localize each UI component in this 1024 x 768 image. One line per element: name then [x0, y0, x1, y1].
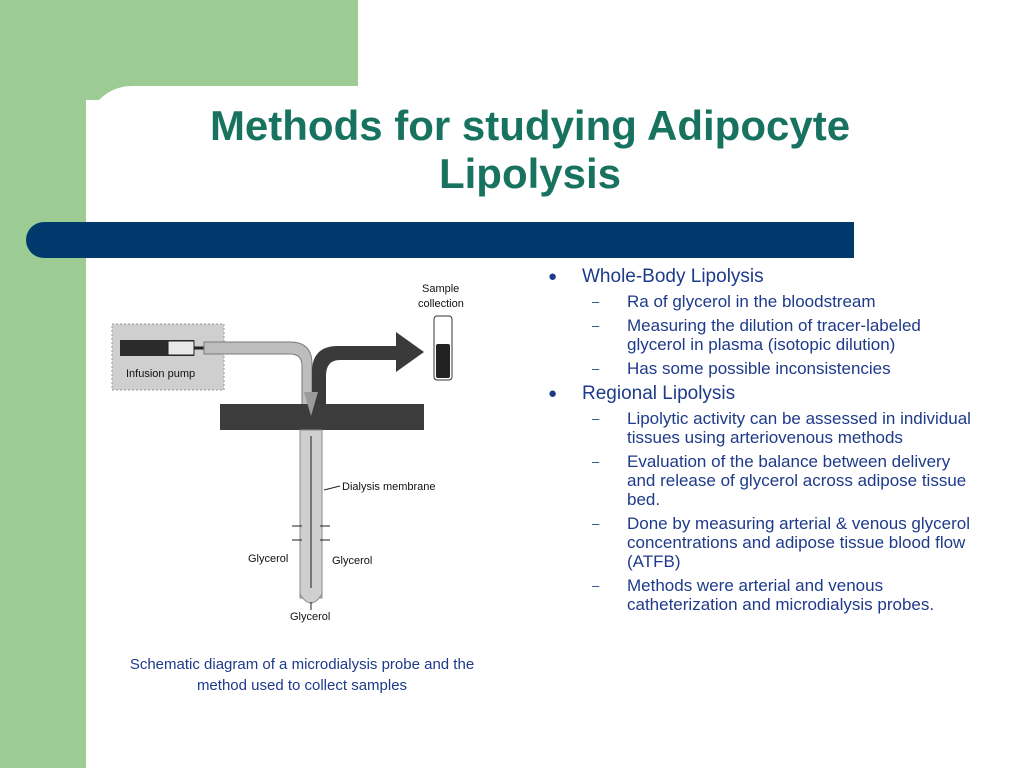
label-glycerol-right: Glycerol: [332, 555, 373, 567]
bullet-whole-body: [542, 266, 972, 288]
sub-bullet: [542, 576, 972, 614]
outflow-arrow: [312, 332, 424, 408]
dash-marker: –: [592, 361, 600, 376]
label-collection: collection: [418, 298, 464, 310]
accent-bar: [26, 222, 854, 258]
bullet-regional: [542, 383, 972, 405]
dash-marker: –: [592, 454, 600, 469]
dash-marker: –: [592, 318, 600, 333]
bullet-dot: ●: [548, 385, 558, 402]
dash-marker: –: [592, 578, 600, 593]
sub-bullet-text: Lipolytic activity can be assessed in individual tissues using arteriovenous methods: [627, 409, 971, 447]
bullet-dot: ●: [548, 268, 558, 285]
bullet-text: Regional Lipolysis: [582, 383, 736, 404]
sub-bullet-text: Measuring the dilution of tracer-labeled glycerol in plasma (isotopic dilution): [627, 316, 921, 354]
diagram-caption: Schematic diagram of a microdialysis probe and the method used to collect samples: [129, 656, 475, 694]
dash-marker: –: [592, 294, 600, 309]
sub-bullet: [542, 409, 972, 447]
microdialysis-diagram: [106, 276, 486, 636]
label-dialysis-membrane: Dialysis membrane: [342, 481, 436, 493]
label-glycerol-bottom: Glycerol: [290, 611, 331, 623]
sub-bullet-text: Methods were arterial and venous catheterization and microdialysis probes.: [627, 576, 935, 614]
sub-bullet-text: Done by measuring arterial & venous glycerol concentrations and adipose tissue blood flow (ATFB): [627, 514, 971, 571]
tissue-bar: [220, 404, 424, 430]
syringe-barrel: [168, 341, 194, 355]
bullet-text: Whole-Body Lipolysis: [582, 266, 764, 287]
sub-bullet: [542, 316, 972, 354]
sub-bullet: [542, 514, 972, 571]
slide-title: Methods for studying Adipocyte Lipolysis: [209, 102, 851, 197]
sub-bullet: [542, 452, 972, 509]
bullet-list: [542, 266, 972, 614]
infusion-pump-box: [112, 324, 224, 390]
decor-green-left: [0, 0, 86, 768]
label-glycerol-left: Glycerol: [248, 553, 289, 565]
label-infusion-pump: Infusion pump: [126, 368, 196, 380]
sub-bullet-text: Evaluation of the balance between delivery and release of glycerol across adipose tissue bed.: [627, 452, 967, 509]
sub-bullet-text: Ra of glycerol in the bloodstream: [627, 292, 876, 311]
dash-marker: –: [592, 516, 600, 531]
sub-bullet-text: Has some possible inconsistencies: [627, 359, 891, 378]
label-sample: Sample: [422, 283, 460, 295]
sub-bullet: [542, 359, 972, 378]
bullet-content: [542, 266, 972, 619]
dash-marker: –: [592, 411, 600, 426]
sub-bullet: [542, 292, 972, 311]
